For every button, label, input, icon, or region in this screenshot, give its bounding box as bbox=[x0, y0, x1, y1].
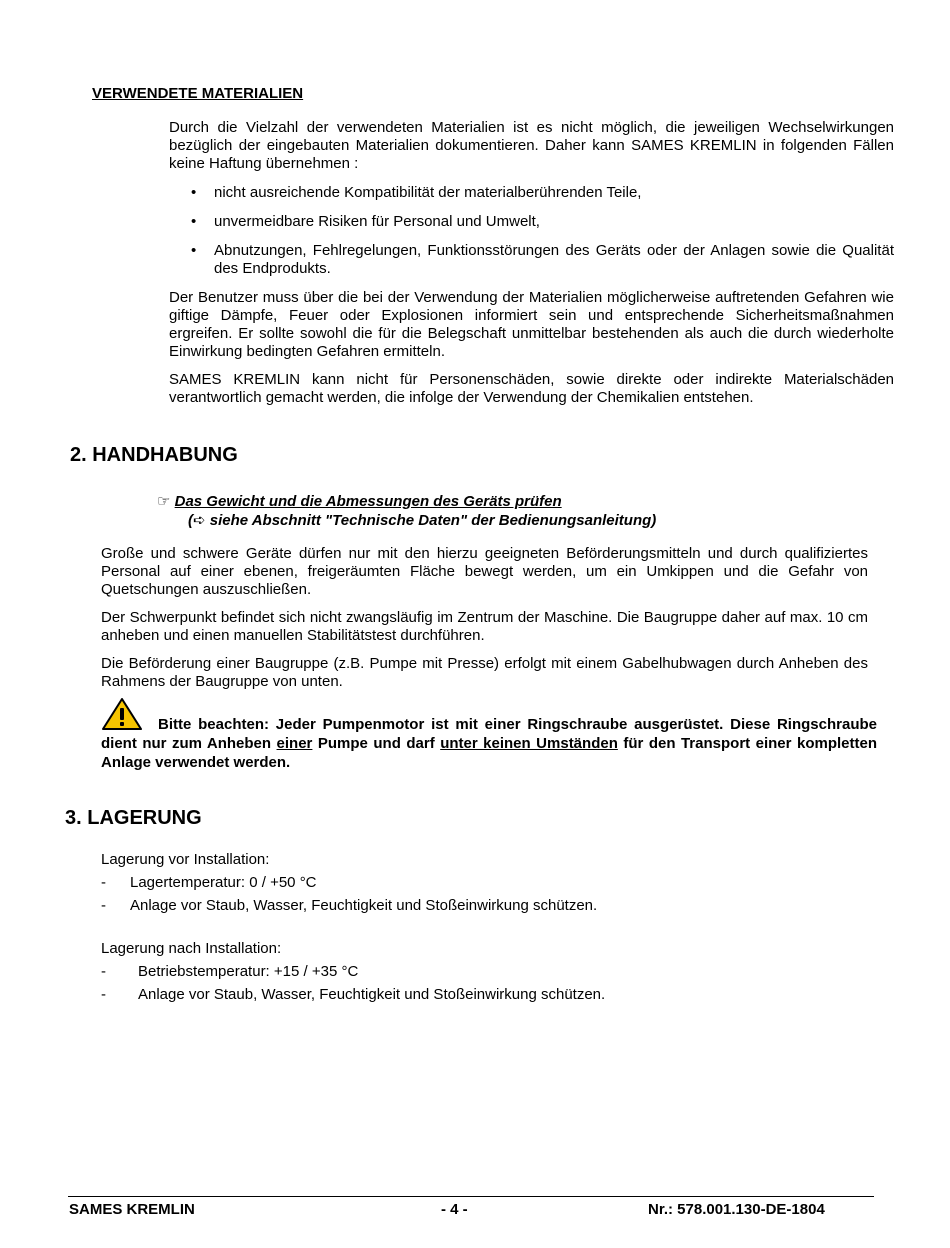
bullet-icon: • bbox=[191, 242, 197, 259]
note-line-1: Das Gewicht und die Abmessungen des Geräts prüfen bbox=[174, 493, 562, 510]
materials-intro: Durch die Vielzahl der verwendeten Materialien ist es nicht möglich, die jeweiligen Wechselwirkungen bezüglich der eingebauten Materialien dokumentieren. Daher kann SAMES KREMLIN in folgenden Fällen keine Haftung übernehmen : bbox=[169, 119, 894, 172]
list-item: - Anlage vor Staub, Wasser, Feuchtigkeit und Stoßeinwirkung schützen. bbox=[101, 986, 606, 1003]
materials-paragraph-2: Der Benutzer muss über die bei der Verwendung der Materialien möglicherweise auftretenden Gefahren wie giftige Dämpfe, Feuer oder Explosionen informiert sein und entsprechende Sicherheitsmaßnahmen ergreifen. Er sollte sowohl die für die Belegschaft unmittelbar bestehenden als auch die durch wiederholte Einwirkung bedingten Gefahren ermitteln. bbox=[169, 289, 894, 360]
section-title-handling: 2. HANDHABUNG bbox=[70, 444, 238, 466]
handling-paragraph-1: Große und schwere Geräte dürfen nur mit den hierzu geeigneten Beförderungsmitteln und durch qualifiziertes Personal auf einer ebenen, freigeräumten Fläche bewegt werden, um ein Umkippen und die Gefahr von Quetschungen auszuschließen. bbox=[101, 545, 868, 598]
dash-icon: - bbox=[101, 897, 106, 914]
footer-page-number: - 4 - bbox=[441, 1201, 468, 1218]
section-title-materials: VERWENDETE MATERIALIEN bbox=[92, 85, 304, 102]
footer-company: SAMES KREMLIN bbox=[69, 1201, 195, 1218]
materials-body bbox=[169, 119, 894, 407]
list-item: • Abnutzungen, Fehlregelungen, Funktionsstörungen des Geräts oder der Anlagen sowie die Qualität des Endprodukts. bbox=[191, 242, 894, 277]
handling-paragraph-2: Der Schwerpunkt befindet sich nicht zwangsläufig im Zentrum der Maschine. Die Baugruppe daher auf max. 10 cm anheben und einen manuellen Stabilitätstest durchführen. bbox=[101, 609, 868, 644]
dash-icon: - bbox=[101, 874, 106, 891]
bullet-icon: • bbox=[191, 184, 197, 201]
storage-after-title: Lagerung nach Installation: bbox=[101, 940, 282, 957]
dash-icon: - bbox=[101, 963, 106, 980]
list-item: - Lagertemperatur: 0 / +50 °C bbox=[101, 874, 317, 891]
footer-doc-number: Nr.: 578.001.130-DE-1804 bbox=[648, 1201, 825, 1218]
handling-note: ☞ Das Gewicht und die Abmessungen des Geräts prüfen (➪ siehe Abschnitt "Technische Daten" der Bedienungsanleitung) bbox=[157, 493, 657, 529]
materials-bullet-list bbox=[169, 184, 894, 278]
handling-body bbox=[101, 545, 868, 691]
bullet-icon: • bbox=[191, 213, 197, 230]
list-item: • nicht ausreichende Kompatibilität der materialberührenden Teile, bbox=[191, 184, 642, 201]
list-item: - Betriebstemperatur: +15 / +35 °C bbox=[101, 963, 359, 980]
storage-before-title: Lagerung vor Installation: bbox=[101, 851, 270, 868]
dash-icon: - bbox=[101, 986, 106, 1003]
materials-paragraph-3: SAMES KREMLIN kann nicht für Personenschäden, sowie direkte oder indirekte Materialschäden verantwortlich gemacht werden, die infolge der Verwendung der Chemikalien entstehen. bbox=[169, 371, 894, 406]
warning-text: Bitte beachten: Jeder Pumpenmotor ist mit einer Ringschraube ausgerüstet. Diese Ringschraube dient nur zum Anheben einer Pumpe und darf unter keinen Umständen für den Transport einer kompletten Anlage verwendet werden. bbox=[101, 716, 877, 771]
note-line-2: siehe Abschnitt "Technische Daten" der Bedienungsanleitung) bbox=[205, 512, 657, 529]
list-item: • unvermeidbare Risiken für Personal und Umwelt, bbox=[191, 213, 540, 230]
handling-paragraph-3: Die Beförderung einer Baugruppe (z.B. Pumpe mit Presse) erfolgt mit einem Gabelhubwagen durch Anheben des Rahmens der Baugruppe von unten. bbox=[101, 655, 868, 690]
arrow-icon: ➪ bbox=[193, 512, 206, 529]
section-title-storage: 3. LAGERUNG bbox=[65, 807, 202, 829]
footer-divider bbox=[68, 1196, 874, 1197]
pointing-hand-icon: ☞ bbox=[157, 493, 171, 510]
list-item: - Anlage vor Staub, Wasser, Feuchtigkeit und Stoßeinwirkung schützen. bbox=[101, 897, 598, 914]
